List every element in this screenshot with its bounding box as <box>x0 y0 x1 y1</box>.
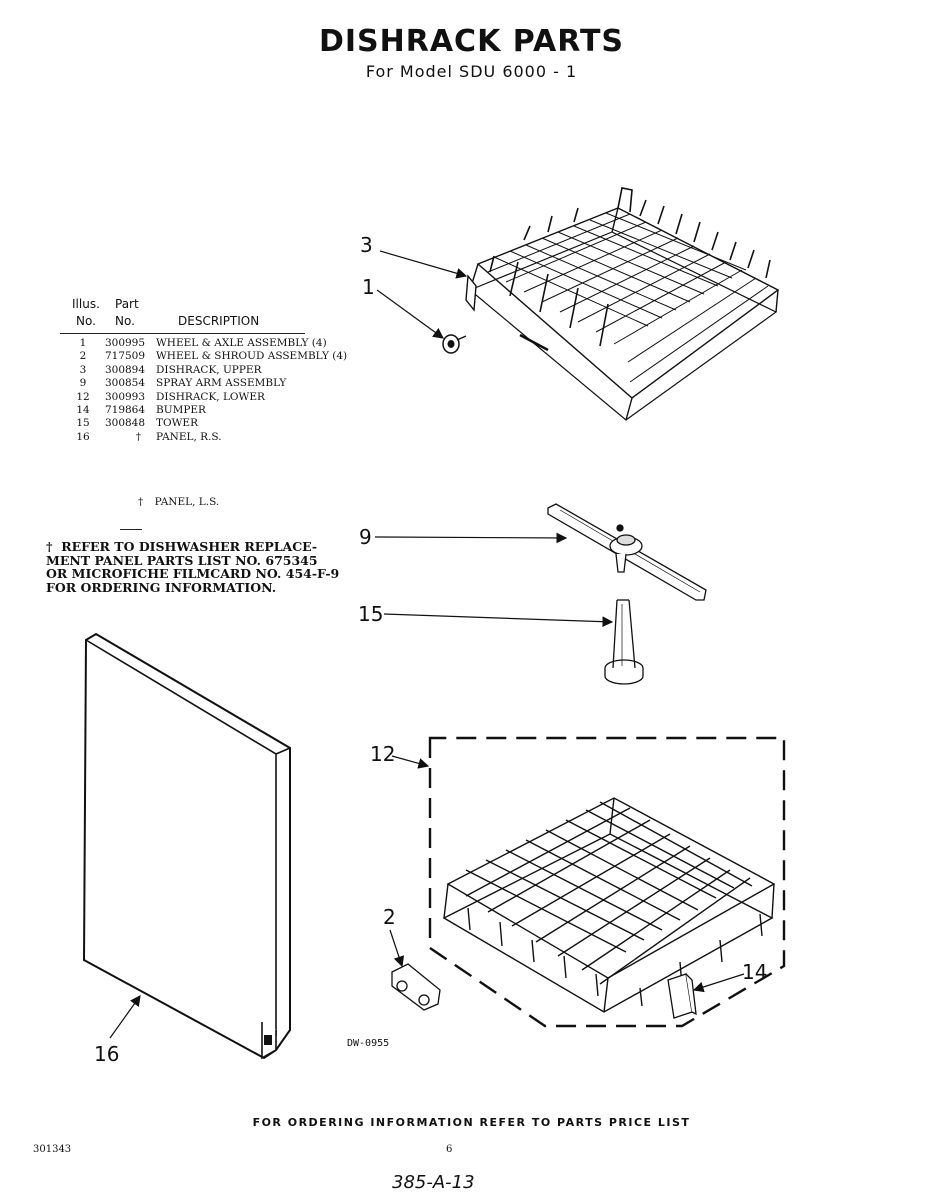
illus-no: 16 <box>76 430 90 443</box>
page-number: 6 <box>446 1144 453 1155</box>
part-description: SPRAY ARM ASSEMBLY <box>156 377 287 390</box>
illus-no: 2 <box>79 350 87 363</box>
tower-drawing <box>605 600 643 684</box>
part-description: PANEL, R.S. <box>156 430 222 443</box>
illus-no: 12 <box>76 390 90 403</box>
callout-15: 15 <box>358 602 384 626</box>
illus-no: 1 <box>79 337 87 349</box>
part-description: DISHRACK, LOWER <box>156 390 265 403</box>
document-number: 301343 <box>33 1144 72 1155</box>
spray-arm-drawing <box>548 504 706 600</box>
part-description: WHEEL & SHROUD ASSEMBLY (4) <box>156 350 348 363</box>
side-panel-drawing <box>84 634 290 1058</box>
illus-no: 15 <box>76 417 90 430</box>
illus-no: 14 <box>76 403 90 416</box>
callout-9: 9 <box>359 525 372 549</box>
ordering-note: † REFER TO DISHWASHER REPLACE- MENT PANEL PARTS LIST NO. 675345 OR MICROFICHE FILMCARD NO. 454-F-9 FOR ORDERING INFORMATION. <box>46 539 340 595</box>
wheel-shroud-drawing <box>392 964 440 1010</box>
callout-1: 1 <box>362 275 375 299</box>
part-no: 300848 <box>104 417 146 430</box>
part-no: 300854 <box>104 377 146 390</box>
ordering-footer: FOR ORDERING INFORMATION REFER TO PARTS PRICE LIST <box>252 1116 691 1129</box>
part-description: TOWER <box>156 417 198 430</box>
illus-header-line2: No. <box>76 314 96 328</box>
callout-2: 2 <box>383 905 396 929</box>
part-no: 300993 <box>104 390 146 403</box>
callout-14: 14 <box>742 960 768 984</box>
part-header-line2: No. <box>115 314 135 328</box>
callout-16: 16 <box>94 1042 120 1066</box>
illus-header-line1: Illus. <box>72 297 100 311</box>
part-no: 719864 <box>104 403 146 416</box>
part-no: 300995 <box>104 337 146 349</box>
panel-ls-part: † <box>138 496 144 508</box>
page-title: DISHRACK PARTS <box>318 24 625 59</box>
panel-ls-description: PANEL, L.S. <box>154 496 220 508</box>
drawing-number: DW-0955 <box>347 1038 390 1049</box>
model-subtitle: For Model SDU 6000 - 1 <box>365 62 578 81</box>
part-description: BUMPER <box>156 403 206 416</box>
handwritten-annotation: 385-A-13 <box>392 1172 475 1193</box>
part-no: 300894 <box>104 363 146 376</box>
upper-dishrack-drawing <box>466 188 778 420</box>
wheel-axle-drawing <box>443 335 466 353</box>
illus-no: 3 <box>79 363 87 376</box>
part-no: 717509 <box>104 350 146 363</box>
part-description: WHEEL & AXLE ASSEMBLY (4) <box>156 337 327 349</box>
bumper-drawing <box>668 974 696 1018</box>
illus-no: 9 <box>79 377 87 390</box>
callout-12: 12 <box>370 742 396 766</box>
callout-3: 3 <box>360 233 373 257</box>
lower-dishrack-drawing <box>430 738 784 1026</box>
part-header-line1: Part <box>115 297 139 311</box>
description-header: DESCRIPTION <box>178 314 260 328</box>
part-no: † <box>135 430 141 443</box>
part-description: DISHRACK, UPPER <box>156 363 262 376</box>
